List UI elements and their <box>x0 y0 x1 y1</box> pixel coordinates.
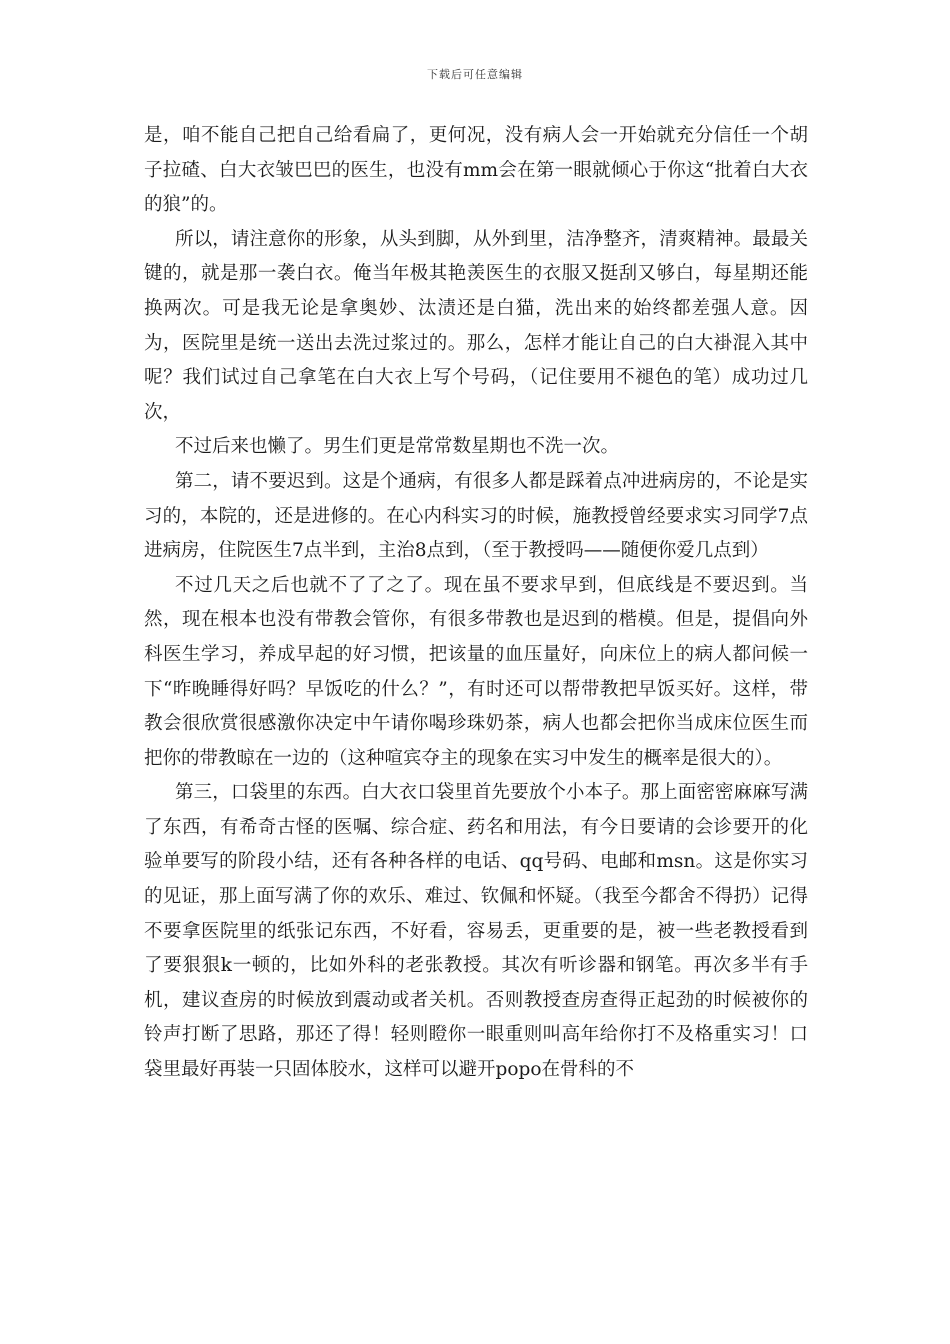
paragraph: 第三，口袋里的东西。白大衣口袋里首先要放个小本子。那上面密密麻麻写满了东西，有希奇古怪的医嘱、综合症、药名和用法，有今日要请的会诊要开的化验单要写的阶段小结，还有各种各样的电话、qq号码、电邮和msn。这是你实习的见证，那上面写满了你的欢乐、难过、钦佩和怀疑。（我至今都舍不得扔）记得不要拿医院里的纸张记东西，不好看，容易丢，更重要的是，被一些老教授看到了要狠狠k一顿的，比如外科的老张教授。其次有听诊器和钢笔。再次多半有手机，建议查房的时候放到震动或者关机。否则教授查房查得正起劲的时候被你的铃声打断了思路，那还了得！轻则瞪你一眼重则叫高年给你打不及格重实习！口袋里最好再装一只固体胶水，这样可以避开popo在骨科的不 <box>144 782 808 1081</box>
paragraph: 所以，请注意你的形象，从头到脚，从外到里，洁净整齐，清爽精神。最最关键的，就是那一袭白衣。俺当年极其艳羡医生的衣服又挺刮又够白，每星期还能换两次。可是我无论是拿奥妙、汰渍还是白猫，洗出来的始终都差强人意。因为，医院里是统一送出去洗过浆过的。那么，怎样才能让自己的白大褂混入其中呢？我们试过自己拿笔在白大衣上写个号码，（记住要用不褪色的笔）成功过几次， <box>144 228 808 423</box>
paragraph: 不过后来也懒了。男生们更是常常数星期也不洗一次。 <box>175 436 620 458</box>
paragraph: 是，咱不能自己把自己给看扁了，更何况，没有病人会一开始就充分信任一个胡子拉碴、白大衣皱巴巴的医生，也没有mm会在第一眼就倾心于你这“批着白大衣的狼”的。 <box>144 125 808 216</box>
paragraph: 第二，请不要迟到。这是个通病，有很多人都是踩着点冲进病房的，不论是实习的，本院的，还是进修的。在心内科实习的时候，施教授曾经要求实习同学7点进病房，住院医生7点半到，主治8点到，（至于教授吗——随便你爱几点到） <box>144 470 808 562</box>
page-header-note: 下载后可任意编辑 <box>427 68 523 81</box>
document-body <box>144 119 808 1088</box>
paragraph: 不过几天之后也就不了了之了。现在虽不要求早到，但底线是不要迟到。当然，现在根本也没有带教会管你，有很多带教也是迟到的楷模。但是，提倡向外科医生学习，养成早起的好习惯，把该量的血压量好，向床位上的病人都问候一下“昨晚睡得好吗？早饭吃的什么？”，有时还可以帮带教把早饭买好。这样，带教会很欣赏很感激你决定中午请你喝珍珠奶茶，病人也都会把你当成床位医生而把你的带教晾在一边的（这种喧宾夺主的现象在实习中发生的概率是很大的）。 <box>144 574 808 769</box>
